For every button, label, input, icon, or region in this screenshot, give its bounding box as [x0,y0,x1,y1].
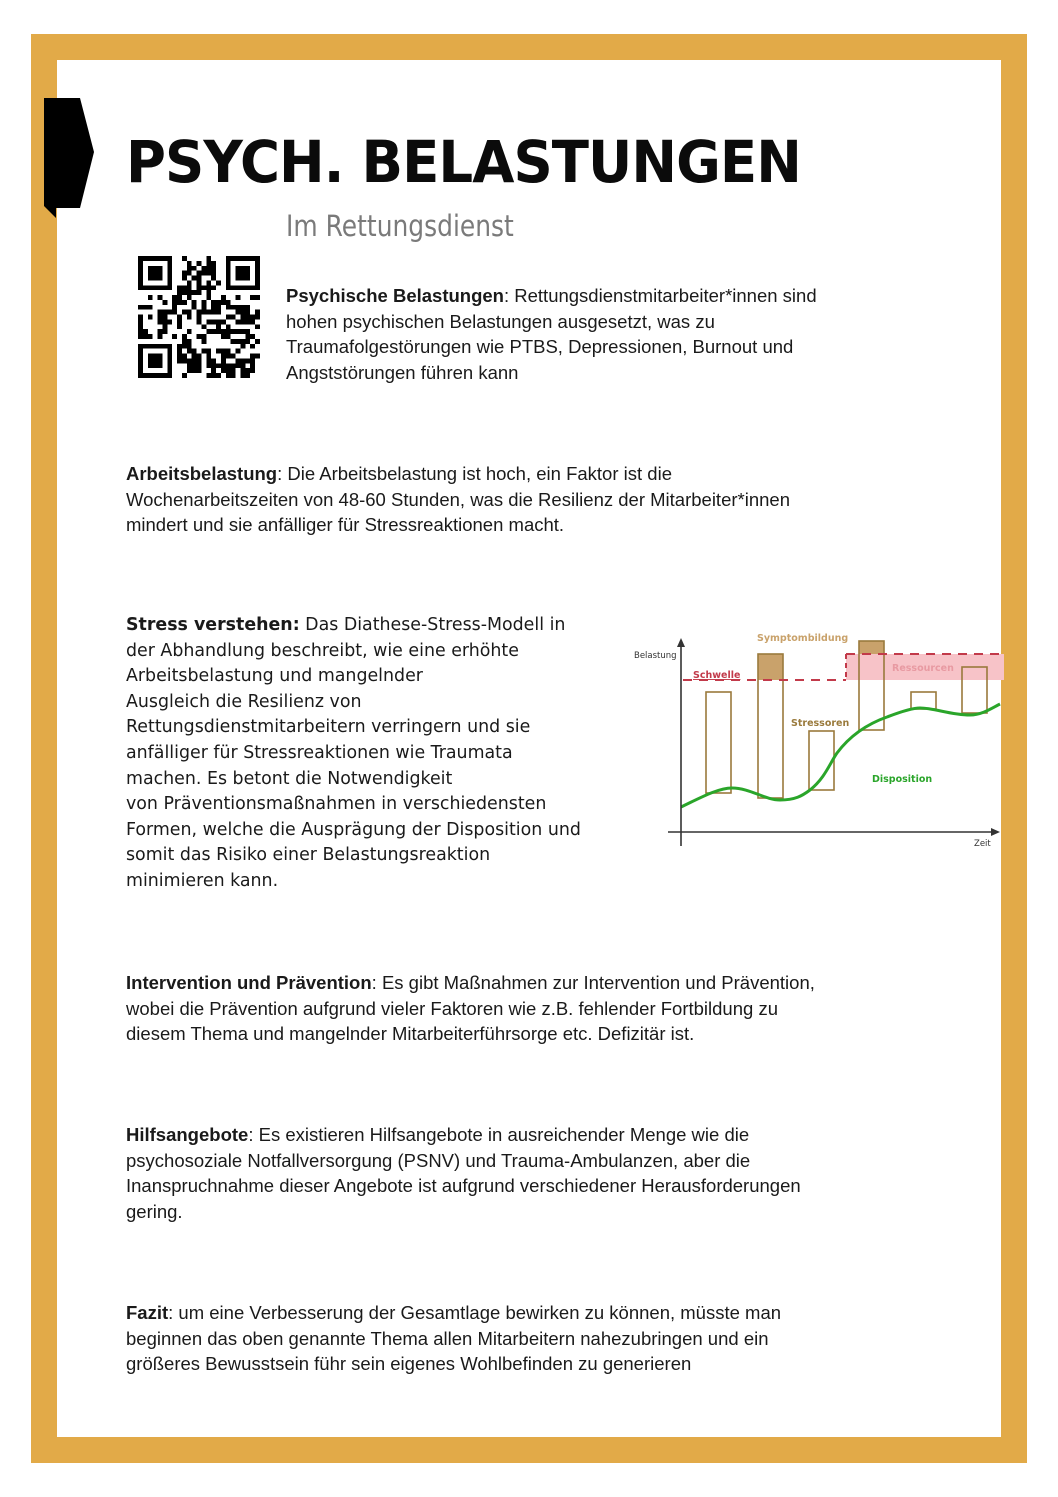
section-line [126,869,626,895]
section-heading: Stress verstehen: [126,615,300,635]
section-text: diesem Thema und mangelnder Mitarbeiterführsorge etc. Defizitär ist. [126,1023,695,1045]
section-line [286,360,926,386]
section-line [126,1199,926,1225]
disposition-label: Disposition [872,774,933,785]
section-arbeitsbelastung [126,461,926,538]
section-text: Es gibt Maßnahmen zur Intervention und Prävention, [376,972,815,993]
section-line [126,715,626,741]
section-heading: Psychische Belastungen [286,285,504,306]
stressor-bar [809,731,834,790]
section-line [286,334,926,360]
section-heading: Arbeitsbelastung [126,463,278,484]
section-text: beginnen das oben genannte Thema allen Mitarbeitern nahezubringen und ein [126,1327,769,1349]
section-stress-verstehen [126,613,626,895]
section-text: somit das Risiko einer Belastungsreaktion [126,845,491,866]
page-title: PSYCH. BELASTUNGEN [126,128,801,196]
section-text: Angststörungen führen kann [286,361,519,383]
section-text: Es existieren Hilfsangebote in ausreichender Menge wie die [253,1124,750,1145]
section-line [126,996,926,1022]
qr-code-icon [138,256,260,378]
section-line [126,843,626,869]
section-text: anfälliger für Stressreaktionen wie Traumata [126,742,513,763]
black-tab-marker-icon [44,98,94,218]
symptom-label: Symptombildung [757,633,849,644]
diathese-stress-diagram [620,628,1004,853]
stressor-bar [706,692,731,793]
resources-label: Ressourcen [892,663,954,674]
section-text: gering. [126,1200,183,1222]
section-fazit [126,1300,926,1377]
symptom-overflow [758,654,783,680]
section-line [126,664,626,690]
section-text: Formen, welche die Ausprägung der Disposition und [126,819,581,840]
section-line [126,1351,926,1377]
section-hilfsangebote [126,1122,926,1224]
page-subtitle: Im Rettungsdienst [286,209,514,243]
heading-separator: : [248,1124,254,1145]
section-text: der Abhandlung beschreibt, wie eine erhöhte [126,640,519,661]
section-text: von Präventionsmaßnahmen in verschiedensten [126,794,547,815]
section-line [126,1173,926,1199]
symptom-overflow [859,641,884,654]
section-line [126,818,626,844]
section-text: machen. Es betont die Notwendigkeit [126,768,453,789]
section-text: Die Arbeitsbelastung ist hoch, ein Faktor ist die [282,463,672,484]
section-line [126,1300,926,1326]
section-text: Wochenarbeitszeiten von 48-60 Stunden, was die Resilienz der Mitarbeiter*innen [126,488,790,510]
section-text: Traumafolgestörungen wie PTBS, Depressionen, Burnout und [286,336,794,358]
section-text: Ausgleich die Resilienz von [126,691,362,712]
section-line [126,1021,926,1047]
section-line [126,639,626,665]
section-line [126,1122,926,1148]
section-text: größeres Bewusstsein führ sein eigenes Wohlbefinden zu generieren [126,1353,692,1375]
section-text: mindert und sie anfälliger für Stressreaktionen macht. [126,514,565,536]
section-line [126,741,626,767]
heading-separator: : [371,972,377,993]
section-text: wobei die Prävention aufgrund vieler Faktoren wie z.B. fehlender Fortbildung zu [126,997,778,1019]
section-text: hohen psychischen Belastungen ausgesetzt, was zu [286,310,715,332]
section-line [126,792,626,818]
stressor-bar [911,692,936,709]
section-line [126,613,626,639]
heading-separator: : [168,1302,174,1323]
section-text: minimieren kann. [126,870,279,891]
stressors-label: Stressoren [791,718,850,729]
section-heading: Intervention und Prävention [126,972,372,993]
y-axis-arrow-icon [677,638,685,647]
section-text: Das Diathese-Stress-Modell in [299,615,566,635]
x-axis-label: Zeit [974,839,991,849]
section-intervention-praevention [126,970,926,1047]
section-psychische-belastungen [286,283,926,385]
section-text: psychosoziale Notfallversorgung (PSNV) und Trauma-Ambulanzen, aber die [126,1149,751,1171]
section-line [286,309,926,335]
section-line [126,461,926,487]
section-line [126,487,926,513]
heading-separator: : [277,463,283,484]
section-text: Rettungsdienstmitarbeitern verringern und sie [126,717,531,738]
heading-separator: : [503,285,510,306]
section-line [126,1326,926,1352]
section-heading: Fazit [126,1302,169,1323]
y-axis-label: Belastung [634,651,677,661]
section-heading: Hilfsangebote [126,1124,249,1145]
threshold-label: Schwelle [693,670,741,681]
section-text: um eine Verbesserung der Gesamtlage bewirken zu können, müsste man [173,1302,782,1323]
section-line [286,283,926,309]
section-line [126,1148,926,1174]
section-text: Rettungsdienstmitarbeiter*innen sind [509,285,817,306]
section-line [126,690,626,716]
section-line [126,512,926,538]
x-axis-arrow-icon [991,828,1000,836]
section-line [126,970,926,996]
section-text: Arbeitsbelastung und mangelnder [126,666,423,687]
section-line [126,767,626,793]
section-text: Inanspruchnahme dieser Angebote ist aufgrund verschiedener Herausforderungen [126,1175,801,1197]
